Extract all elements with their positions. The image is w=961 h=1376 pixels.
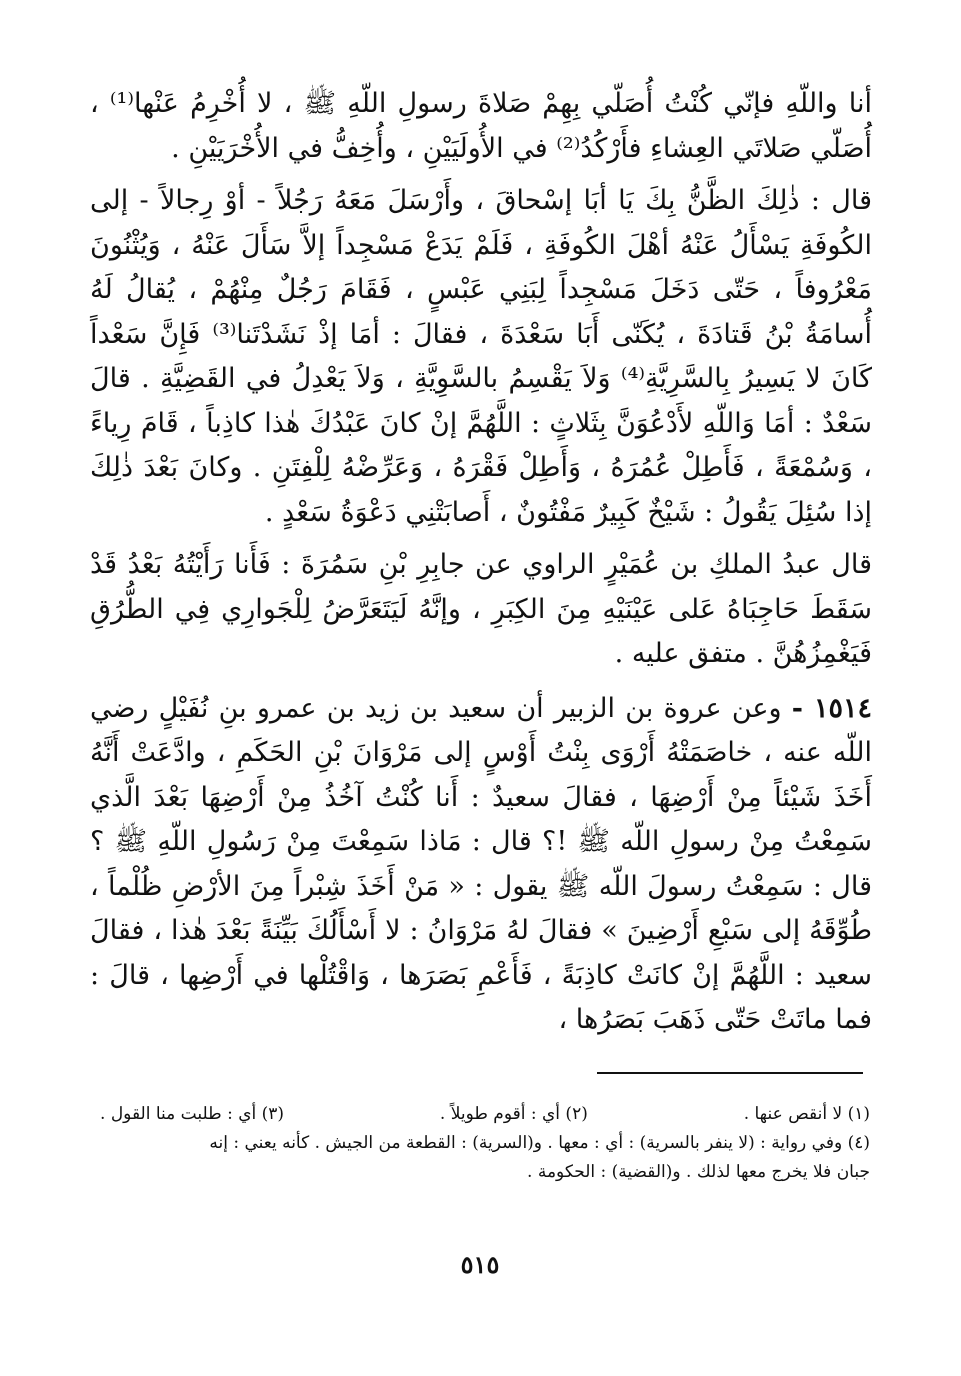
footnote-4-line-2: جبان فلا يخرج معها لذلك . و(القضية) : الحكومة .	[527, 1162, 870, 1182]
footnote-4-line-1: (٤) وفي رواية : (لا ينفر بالسرية) : أي : معها . و(السرية) : القطعة من الجيش . كأنه يعني : إنه	[209, 1133, 870, 1153]
hadith-text: وعن عروة بن الزبير أن سعيد بن زيد بن عمرو بنِ نُفَيْلٍ رضي اللّه عنه ، خاصَمَتْهُ أَرْوَى بِنْتُ أَوْسٍ إلى مَرْوَانَ بْنِ الحَكَمِ ، وادَّعَتْ أَنَّهُ أَخَذَ شَيْئاً مِنْ أَرْضِهَا ، فقالَ سعيدٌ : أَنا كُنْتُ آخُذُ مِنْ أَرْضِهَا بَعْدَ الَّذي سَمِعْتُ مِنْ رسولِ اللّه ﷺ !؟ قال : مَاذا سَمِعْتَ مِنْ رَسُولِ اللّهِ ﷺ ؟ قال : سَمِعْتُ رسولَ اللّه ﷺ يقول : « مَنْ أَخَذَ شِبْراً مِنَ الأرْضِ ظُلْماً ، طُوِّقَهُ إلى سَبْعِ أَرْضِينَ » فقالَ لهُ مَرْوَانُ : لا أَسْأَلُكَ بَيِّنَةً بَعْدَ هٰذا ، فقالَ سعيد : اللَّهُمَّ إنْ كانَتْ كاذِبَةً ، فَأَعْمِ بَصَرَها ، وَاقْتُلْها في أَرْضِها ، قالَ : فما ماتَتْ حَتّى ذَهَبَ بَصَرُها ،	[90, 692, 872, 1035]
footnote-2: (٢) أي : أقوم طويلاً .	[439, 1104, 588, 1124]
footnotes	[100, 1100, 870, 1187]
page-number: ٥١٥	[460, 1250, 500, 1279]
footnote-divider	[597, 1072, 863, 1074]
hadith-number: ١٥١٤ -	[791, 692, 872, 724]
paragraph-2: قال : ذٰلِكَ الظَّنُّ بِكَ يَا أبَا إسْحاقَ ، وأَرْسَلَ مَعَهُ رَجُلاً - أوْ رِجالاً - إلى الكُوفَةِ يَسْأَلُ عَنْهُ أهْلَ الكُوفَةِ ، فَلَمْ يَدَعْ مَسْجِداً إلاَّ سَأَلَ عَنْهُ ، وَيُثْنُونَ مَعْرُوفاً ، حَتّى دَخَلَ مَسْجِداً لِبَنِي عَبْسٍ ، فَقَامَ رَجُلٌ مِنْهُمْ ، يُقالُ لَهُ أُسامَةُ بْنُ قَتادَةَ ، يُكَنّى أَبَا سَعْدَةَ ، فقالَ : أمَا إذْ نَشَدْتَنا⁽³⁾ فَإِنَّ سَعْداً كَانَ لا يَسِيرُ بِالسَّرِيَّةِ⁽⁴⁾ وَلاَ يَقْسِمُ بالسَّوِيَّةِ ، وَلاَ يَعْدِلُ في القَضِيَّةِ . قالَ سَعْدٌ : أمَا وَاللّهِ لأَدْعُوَنَّ بِثَلاثٍ : اللَّهُمَّ إنْ كانَ عَبْدُكَ هٰذا كاذِباً ، قَامَ رِياءً ، وَسُمْعَةً ، فَأَطِلْ عُمُرَهُ ، وَأَطِلْ فَقْرَهُ ، وَعَرِّضْهُ لِلْفِتَنِ . وكانَ بَعْدَ ذٰلِكَ إذا سُئِلَ يَقُولُ : شَيْخٌ كَبِيرٌ مَفْتُونٌ ، أَصابَتْنِي دَعْوَةُ سَعْدٍ .	[90, 185, 873, 528]
footnote-1: (١) لا أنقص عنها .	[743, 1104, 870, 1124]
footnote-3: (٣) أي : طلبت منا القول .	[100, 1104, 285, 1124]
main-text	[90, 82, 872, 1043]
paragraph-4	[90, 687, 872, 1043]
paragraph-3: قال عبدُ الملكِ بن عُمَيْرٍ الراوي عن جابِرِ بْنِ سَمُرَةَ : فَأَنا رَأَيْتُهُ بَعْدُ قَدْ سَقَطَ حَاجِبَاهُ عَلى عَيْنَيْهِ مِنَ الكِبَرِ ، وإنَّهُ لَيَتَعَرَّضُ لِلْجَوارِي فِي الطُّرُقِ فَيَغْمِزُهُنَّ . متفق عليه .	[90, 549, 872, 669]
footnote-row	[100, 1100, 870, 1129]
paragraph-1: أنا واللّهِ فإنّي كُنْتُ أُصَلّي بِهِمْ صَلاةَ رسولِ اللّهِ ﷺ ، لا أُخْرِمُ عَنْها⁽¹⁾ ، أُصَلّي صَلاتَي العِشاءِ فأَرْكُدُ⁽²⁾ في الأُولَيَيْنِ ، وأُخِفُّ في الأُخْرَيَيْنِ .	[90, 88, 872, 164]
